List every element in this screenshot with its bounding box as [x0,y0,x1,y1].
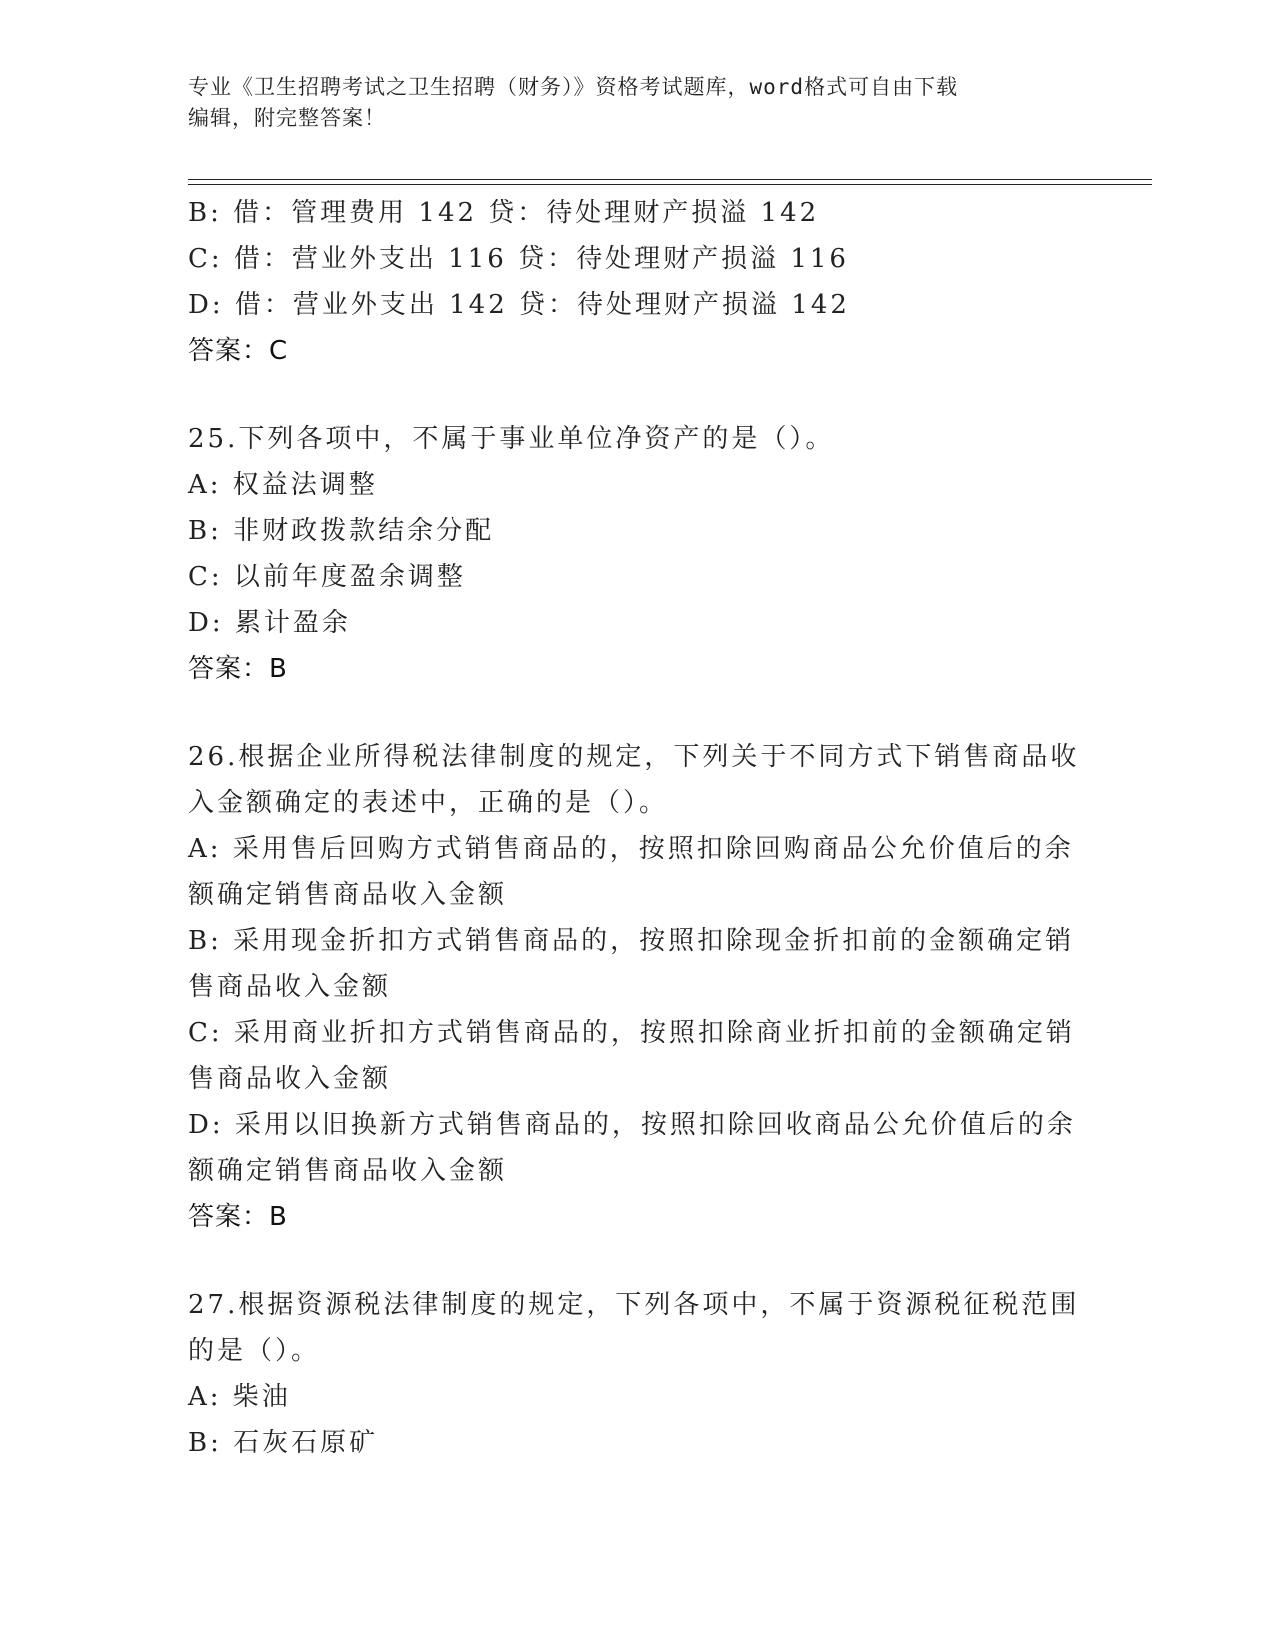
q25-option-b: B: 非财政拨款结余分配 [188,516,495,546]
q27-question-line-1: 27.根据资源税法律制度的规定，下列各项中，不属于资源税征税范围 [188,1290,1080,1320]
q25-option-d: D: 累计盈余 [188,608,351,638]
document-header [188,72,1068,134]
q26-question-line-2: 入金额确定的表述中，正确的是（）。 [188,788,669,818]
q27-option-b: B: 石灰石原矿 [188,1428,379,1458]
q24-option-d: D: 借：营业外支出 142 贷：待处理财产损溢 142 [188,290,850,320]
header-line-1: 专业《卫生招聘考试之卫生招聘（财务）》资格考试题库，word格式可自由下载 [188,75,959,99]
question-26-block [188,734,1088,1240]
question-25-block [188,416,1088,692]
q26-option-c-line-2: 售商品收入金额 [188,1064,392,1094]
q24-answer: 答案：C [188,336,289,366]
spacer [188,692,1088,734]
header-rule-bottom [188,184,1152,185]
q26-question-line-1: 26.根据企业所得税法律制度的规定，下列关于不同方式下销售商品收 [188,742,1080,772]
q26-option-a-line-1: A: 采用售后回购方式销售商品的，按照扣除回购商品公允价值后的余 [188,834,1074,864]
document-body [188,190,1088,1466]
header-line-2: 编辑，附完整答案！ [188,106,386,130]
q25-question: 25.下列各项中，不属于事业单位净资产的是（）。 [188,424,835,454]
q25-option-a: A: 权益法调整 [188,470,378,500]
q27-question-line-2: 的是（）。 [188,1336,321,1366]
question-27-block [188,1282,1088,1466]
spacer [188,374,1088,416]
q26-option-d-line-2: 额确定销售商品收入金额 [188,1156,508,1186]
q25-option-c: C: 以前年度盈余调整 [188,562,466,592]
q26-option-a-line-2: 额确定销售商品收入金额 [188,880,508,910]
q26-option-d-line-1: D: 采用以旧换新方式销售商品的，按照扣除回收商品公允价值后的余 [188,1110,1076,1140]
q26-answer: 答案：B [188,1202,288,1232]
q27-option-a: A: 柴油 [188,1382,291,1412]
q24-option-b: B: 借：管理费用 142 贷：待处理财产损溢 142 [188,198,820,228]
q25-answer: 答案：B [188,654,288,684]
q26-option-b-line-1: B: 采用现金折扣方式销售商品的，按照扣除现金折扣前的金额确定销 [188,926,1075,956]
header-rule-top [188,179,1152,180]
q24-option-c: C: 借：营业外支出 116 贷：待处理财产损溢 116 [188,244,849,274]
q26-option-b-line-2: 售商品收入金额 [188,972,392,1002]
spacer [188,1240,1088,1282]
q26-option-c-line-1: C: 采用商业折扣方式销售商品的，按照扣除商业折扣前的金额确定销 [188,1018,1075,1048]
question-24-block [188,190,1088,374]
